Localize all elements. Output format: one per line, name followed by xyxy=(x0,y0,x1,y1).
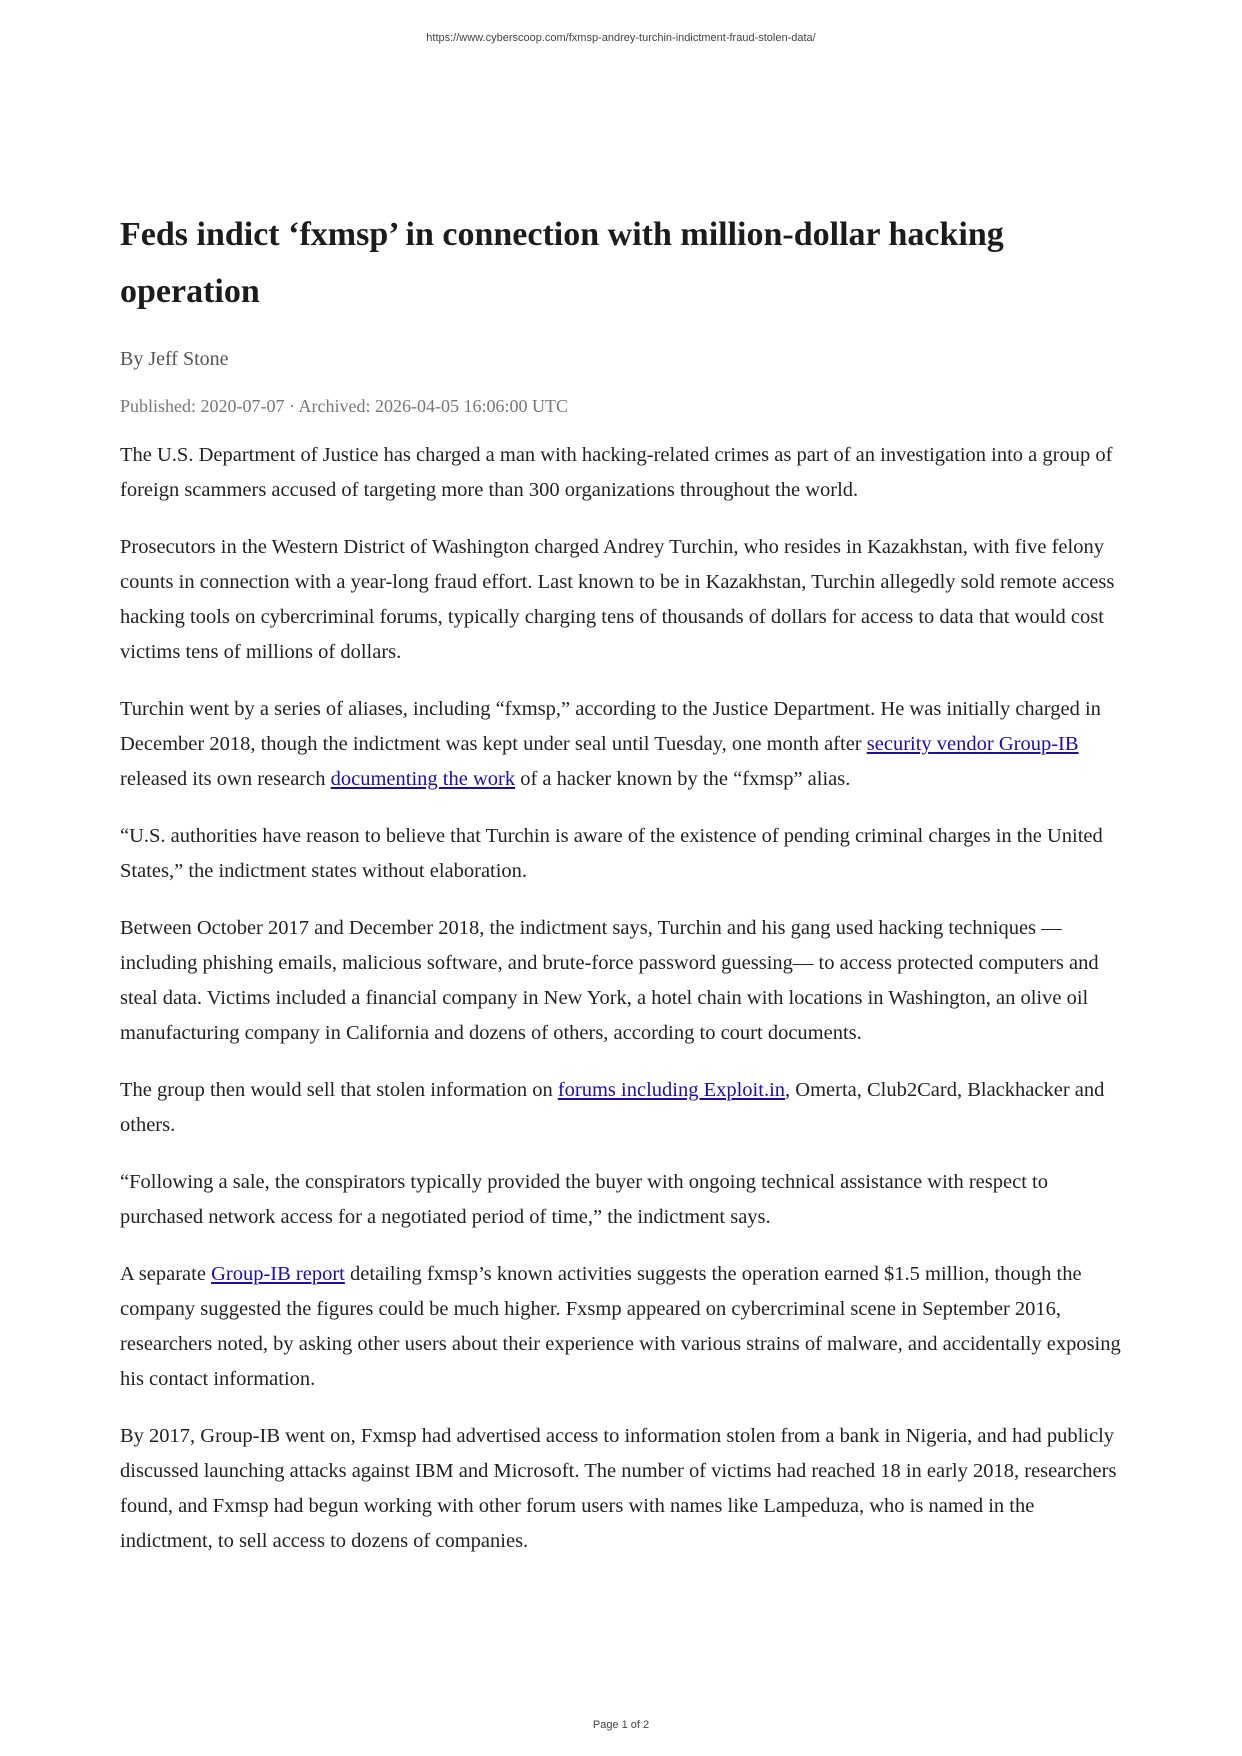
paragraph-4: “U.S. authorities have reason to believe that Turchin is aware of the existence of pending criminal charges in the United States,” the indictment states without elaboration. xyxy=(120,825,1103,882)
paragraph-3-text-1: Turchin went by a series of aliases, including “fxmsp,” according to the Justice Department. He was initially charged in December 2018, though the indictment was kept under seal until Tuesday, one month after xyxy=(120,698,1101,755)
paragraph-3 xyxy=(120,692,1130,797)
paragraph-8-text-2: detailing fxmsp’s known activities suggests the operation earned $1.5 million, though the company suggested the figures could be much higher. Fxsmp appeared on cybercriminal scene in September 2016, researchers noted, by asking other users about their experience with various strains of malware, and accidentally exposing his contact information. xyxy=(120,1263,1121,1390)
article xyxy=(120,206,1130,1581)
paragraph-3-text-3: of a hacker known by the “fxmsp” alias. xyxy=(515,768,851,790)
page-number: Page 1 of 2 xyxy=(592,1719,650,1731)
link-documenting-the-work[interactable]: documenting the work xyxy=(330,768,516,790)
paragraph-9: By 2017, Group-IB went on, Fxmsp had advertised access to information stolen from a bank in Nigeria, and had publicly discussed launching attacks against IBM and Microsoft. The number of victims had reached 18 in early 2018, researchers found, and Fxmsp had begun working with other forum users with names like Lampeduza, who is named in the indictment, to sell access to dozens of companies. xyxy=(120,1425,1117,1552)
article-byline: By Jeff Stone xyxy=(120,348,229,370)
article-title: Feds indict ‘fxmsp’ in connection with million-dollar hacking operation xyxy=(120,216,1004,310)
link-security-vendor-group-ib[interactable]: security vendor Group-IB xyxy=(866,733,1079,755)
article-meta: Published: 2020-07-07 · Archived: 2026-04-05 16:06:00 UTC xyxy=(120,396,568,416)
paragraph-6-text-1: The group then would sell that stolen information on xyxy=(120,1079,558,1101)
paragraph-6-text-2: , Omerta, Club2Card, Blackhacker and others. xyxy=(120,1079,1105,1136)
paragraph-6 xyxy=(120,1073,1130,1143)
paragraph-2: Prosecutors in the Western District of Washington charged Andrey Turchin, who resides in Kazakhstan, with five felony counts in connection with a year-long fraud effort. Last known to be in Kazakhstan, Turchin allegedly sold remote access hacking tools on cybercriminal forums, typically charging tens of thousands of dollars for access to data that would cost victims tens of millions of dollars. xyxy=(120,536,1115,663)
link-group-ib-report[interactable]: Group-IB report xyxy=(211,1263,345,1285)
paragraph-3-text-2: released its own research xyxy=(120,768,331,790)
paragraph-1: The U.S. Department of Justice has charged a man with hacking-related crimes as part of an investigation into a group of foreign scammers accused of targeting more than 300 organizations throughout the world. xyxy=(120,444,1113,501)
paragraph-8-text-1: A separate xyxy=(120,1263,212,1285)
page-url: https://www.cyberscoop.com/fxmsp-andrey-turchin-indictment-fraud-stolen-data/ xyxy=(426,32,816,44)
paragraph-5: Between October 2017 and December 2018, the indictment says, Turchin and his gang used hacking techniques — including phishing emails, malicious software, and brute-force password guessing— to access protected computers and steal data. Victims included a financial company in New York, a hotel chain with locations in Washington, an olive oil manufacturing company in California and dozens of others, according to court documents. xyxy=(120,917,1099,1044)
paragraph-7: “Following a sale, the conspirators typically provided the buyer with ongoing technical assistance with respect to purchased network access for a negotiated period of time,” the indictment says. xyxy=(120,1171,1048,1228)
paragraph-8 xyxy=(120,1257,1130,1397)
article-body xyxy=(120,438,1130,1559)
link-forums-exploit-in[interactable]: forums including Exploit.in xyxy=(557,1079,786,1101)
